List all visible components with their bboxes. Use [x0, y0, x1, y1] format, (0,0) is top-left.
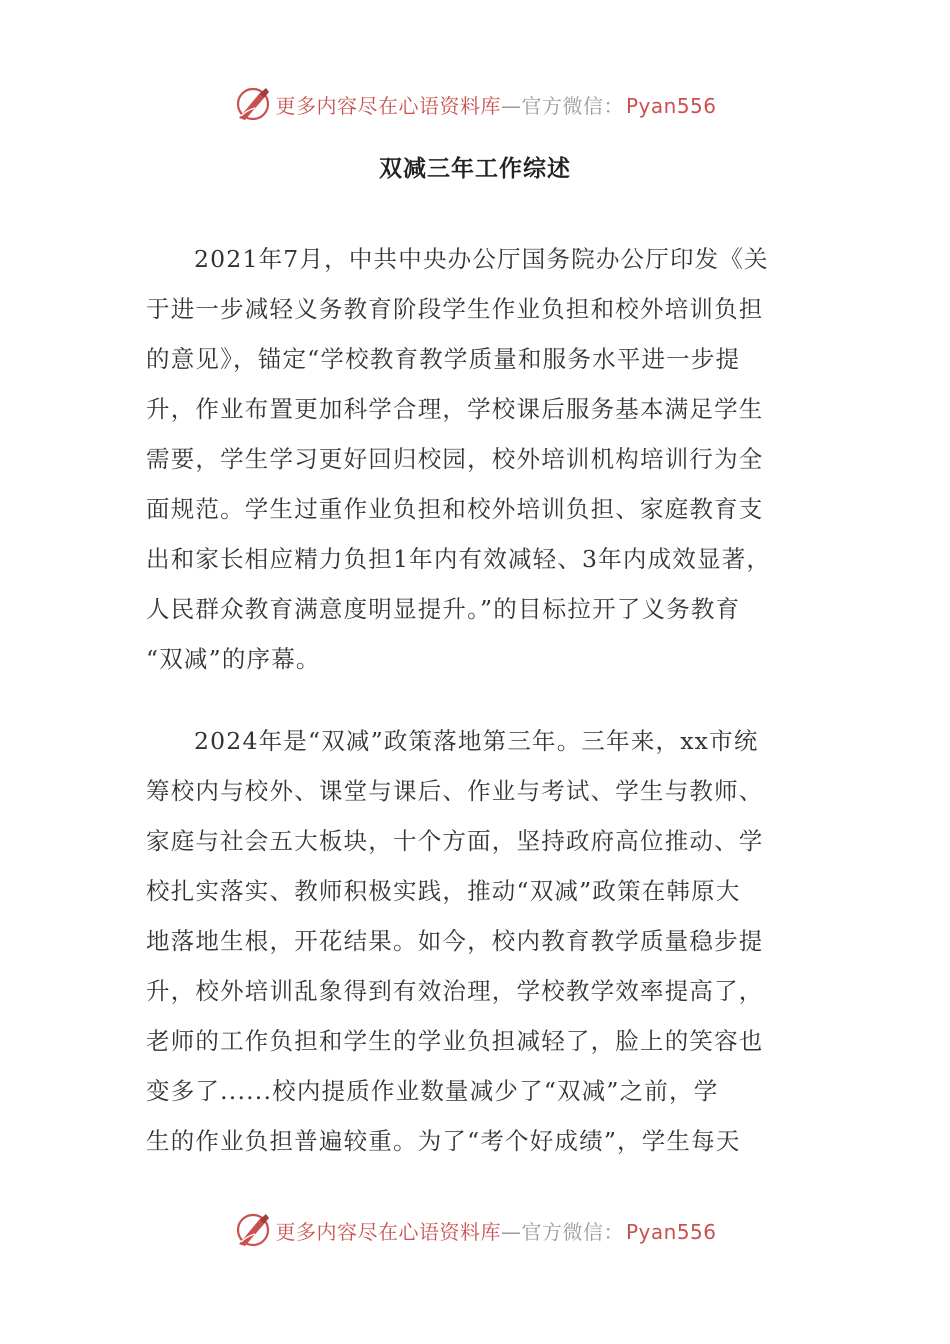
paragraph-1 [146, 234, 796, 684]
paragraph-line: 升，校外培训乱象得到有效治理，学校教学效率提高了， [146, 977, 764, 1005]
paragraph-line: “双减”的序幕。 [146, 645, 321, 673]
banner-text [275, 90, 716, 119]
paragraph-line: 2024年是“双减”政策落地第三年。三年来，xx市统 [194, 727, 759, 755]
paragraph-line: 家庭与社会五大板块，十个方面，坚持政府高位推动、学 [146, 827, 764, 855]
paragraph-line: 筹校内与校外、课堂与课后、作业与考试、学生与教师、 [146, 777, 764, 805]
banner-dash: — [500, 1219, 522, 1244]
paragraph-line: 升，作业布置更加科学合理，学校课后服务基本满足学生 [146, 395, 764, 423]
banner-wechat-label: 官方微信： [521, 93, 624, 118]
paragraph-line: 于进一步减轻义务教育阶段学生作业负担和校外培训负担 [146, 295, 764, 323]
banner-wechat-id: Pyan556 [625, 1219, 717, 1244]
paragraph-line: 变多了......校内提质作业数量减少了“双减”之前，学 [146, 1077, 719, 1105]
banner-dash: — [500, 93, 522, 118]
banner-wechat-id: Pyan556 [625, 93, 717, 118]
document-title: 双减三年工作综述 [379, 156, 571, 182]
paragraph-line: 生的作业负担普遍较重。为了“考个好成绩”，学生每天 [146, 1127, 741, 1155]
banner-main-text: 更多内容尽在心语资料库 [275, 93, 501, 118]
paragraph-line: 2021年7月，中共中央办公厅国务院办公厅印发《关 [194, 245, 769, 273]
header-banner [0, 82, 950, 126]
paragraph-line: 校扎实落实、教师积极实践，推动“双减”政策在韩原大 [146, 877, 741, 905]
banner-main-text: 更多内容尽在心语资料库 [275, 1219, 501, 1244]
banner-wechat-label: 官方微信： [521, 1219, 624, 1244]
paragraph-2 [146, 716, 796, 1166]
paragraph-line: 人民群众教育满意度明显提升。”的目标拉开了义务教育 [146, 595, 741, 623]
paragraph-line: 面规范。学生过重作业负担和校外培训负担、家庭教育支 [146, 495, 764, 523]
paragraph-line: 需要，学生学习更好回归校园，校外培训机构培训行为全 [146, 445, 764, 473]
paragraph-line: 出和家长相应精力负担1年内有效减轻、3年内成效显著， [146, 545, 772, 573]
pen-nib-logo-icon [233, 84, 273, 124]
footer-banner [0, 1208, 950, 1252]
paragraph-line: 地落地生根，开花结果。如今，校内教育教学质量稳步提 [146, 927, 764, 955]
pen-nib-logo-icon [233, 1210, 273, 1250]
banner-text [275, 1216, 716, 1245]
paragraph-line: 的意见》，锚定“学校教育教学质量和服务水平进一步提 [146, 345, 741, 373]
paragraph-line: 老师的工作负担和学生的学业负担减轻了，脸上的笑容也 [146, 1027, 764, 1055]
